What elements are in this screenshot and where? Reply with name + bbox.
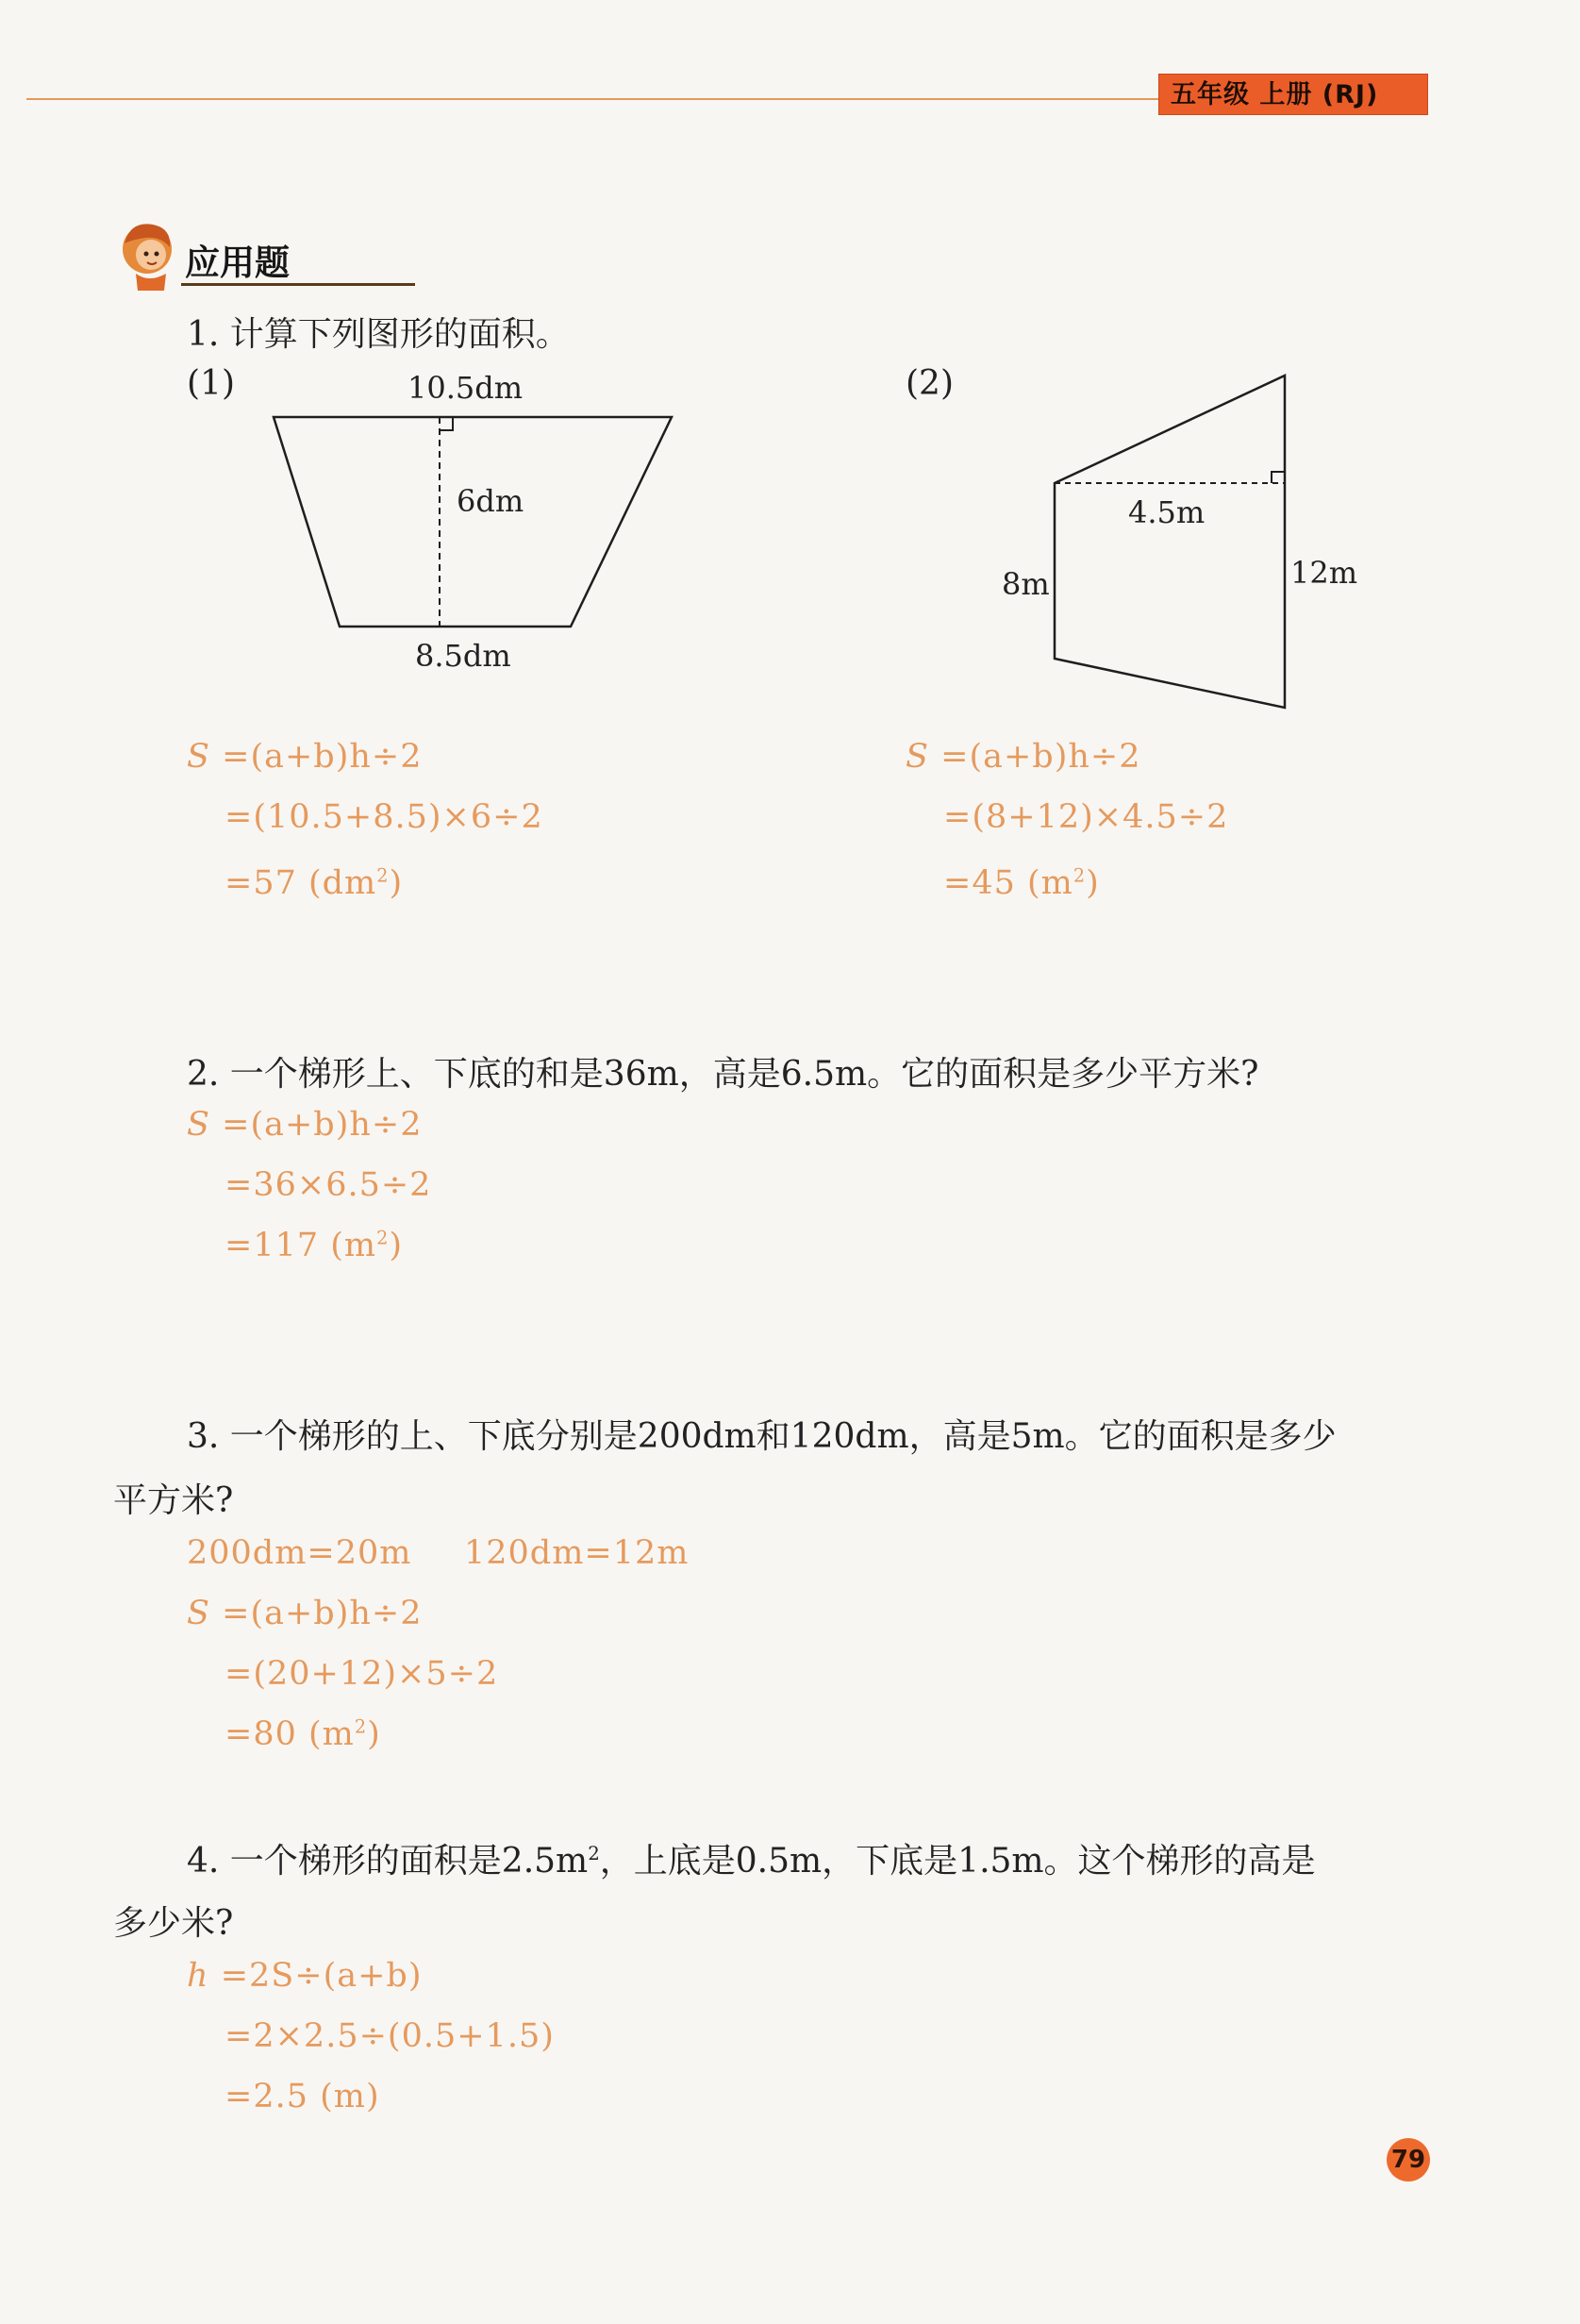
q3-conversion-1: 200dm=20m [187,1534,412,1572]
q1-sub1-answer-line3: =57 $(dm^2)$ [225,864,404,902]
question-2-text: 2. 一个梯形上、下底的和是36m，高是6.5m。它的面积是多少平方米? [187,1055,1259,1094]
right-angle-mark [440,417,453,430]
dim-top-base: 10.5dm [407,370,524,406]
dim-bottom-base: 8.5dm [415,638,511,674]
trapezoid-figure-1 [264,406,679,642]
q1-sub1-answer-line1: S =(a+b)h÷2 [187,738,423,776]
trapezoid-outline [274,417,672,627]
q3-answer-line1: S =(a+b)h÷2 [187,1595,423,1632]
q4-answer-line2: =2×2.5÷(0.5+1.5) [225,2017,555,2055]
section-title: 应用题 [185,242,290,283]
mascot-icon [111,215,189,293]
question-3-text-line1: 3. 一个梯形的上、下底分别是200dm和120dm，高是5m。它的面积是多少 [187,1417,1337,1456]
question-4-text-line1: 4. 一个梯形的面积是$2.5m^2$，上底是0.5m，下底是1.5m。这个梯形的高是 [187,1842,1316,1881]
q1-sub1-answer-line2: =(10.5+8.5)×6÷2 [225,798,543,836]
header-rule [26,98,1168,100]
grade-badge: 五年级 上册 (RJ) [1158,74,1428,115]
question-3-text-line2: 平方米? [113,1481,234,1520]
section-title-underline [181,283,415,286]
q1-sub1-label: (1) [187,364,235,403]
right-angle-mark [1272,472,1285,483]
q3-answer-line2: =(20+12)×5÷2 [225,1655,499,1693]
question-1-text: 1. 计算下列图形的面积。 [187,315,570,354]
q3-answer-line3: =80 $(m^2)$ [225,1715,381,1753]
q1-sub2-label: (2) [906,364,954,403]
q1-sub2-answer-line3: =45 $(m^2)$ [943,864,1100,902]
q2-answer-line3: =117 $(m^2)$ [225,1227,404,1264]
dim-height: 6dm [457,483,524,519]
dim-height: 4.5m [1128,494,1206,530]
trapezoid-figure-2 [1047,368,1292,717]
q2-answer-line1: S =(a+b)h÷2 [187,1106,423,1144]
page-number: 79 [1387,2138,1430,2182]
trapezoid-outline [1055,376,1285,708]
q1-sub2-answer-line2: =(8+12)×4.5÷2 [943,798,1229,836]
q3-conversion-2: 120dm=12m [464,1534,690,1572]
q4-answer-line1: h =2S÷(a+b) [187,1957,423,1995]
dim-right-side: 12m [1290,555,1358,591]
q1-sub2-answer-line1: S =(a+b)h÷2 [906,738,1141,776]
dim-left-side: 8m [1002,566,1050,602]
q2-answer-line2: =36×6.5÷2 [225,1166,432,1204]
question-4-text-line2: 多少米? [113,1904,234,1943]
q4-answer-line3: =2.5 (m) [225,2078,380,2115]
